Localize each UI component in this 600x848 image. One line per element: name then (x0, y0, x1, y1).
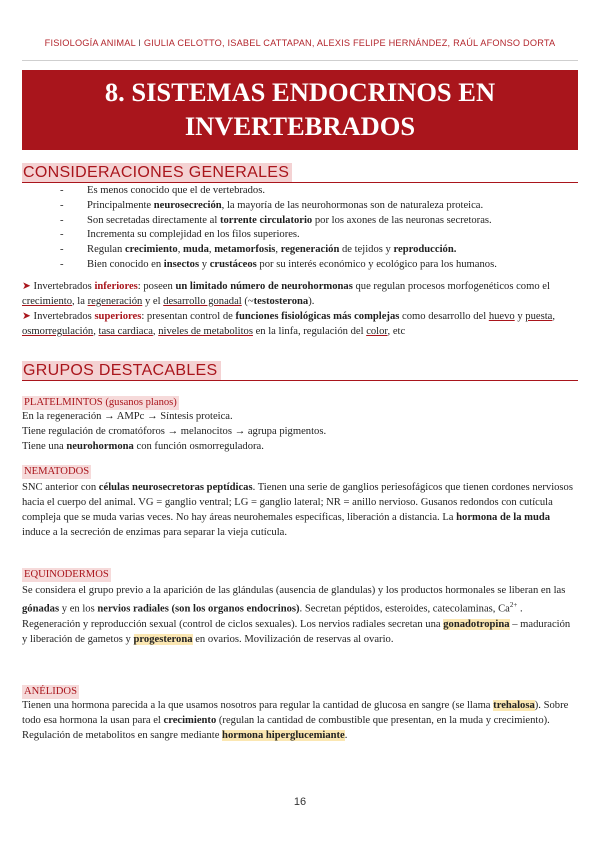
section-title-grupos: GRUPOS DESTACABLES (22, 361, 221, 380)
list-item: - Bien conocido en insectos y crustáceos por su interés económico y ecológico para los humanos. (60, 258, 497, 270)
arrow-icon: ➤ (22, 281, 31, 292)
list-item: - Principalmente neurosecreción, la mayoría de las neurohormonas son de naturaleza proteica. (60, 199, 484, 211)
list-item: - Es menos conocido que el de vertebrados. (60, 185, 265, 196)
header-authors: GIULIA CELOTTO, ISABEL CATTAPAN, ALEXIS FELIPE HERNÁNDEZ, RAÚL AFONSO DORTA (143, 38, 556, 48)
anelidos-text: Tienen una hormona parecida a la que usamos nosotros para regular la cantidad de glucosa en sangre (se llama trehalosa). Sobre todo esa hormona la usan para el crecimiento (regulan la cantidad de combustible que presentan, en la muda y crecimiento). Regulación de metabolitos en sangre mediante hormona hiperglucemiante. (22, 700, 569, 741)
section-title-consideraciones: CONSIDERACIONES GENERALES (22, 163, 292, 182)
arrow-icon: ➤ (22, 311, 31, 322)
running-header (0, 38, 600, 48)
inferiores-paragraph: ➤ Invertebrados inferiores: poseen un limitado número de neurohormonas que regulan procesos morfogenéticos como el crecimiento, la regeneración y el desarrollo gonadal (~testosterona). ➤ Invertebrados superiores: presentan control de funciones fisiológicas más complejas como desarrollo del huevo y puesta, osmorregulación, tasa cardiaca, niveles de metabolitos en la linfa, regulación del color, etc (22, 281, 556, 337)
list-item: - Son secretadas directamente al torrente circulatorio por los axones de las neuronas secretoras. (60, 214, 492, 226)
subsection-title-nematodos: NEMATODOS (24, 466, 90, 477)
list-item: - Regulan crecimiento, muda, metamorfosis, regeneración de tejidos y reproducción. (60, 244, 457, 256)
section-divider (22, 380, 578, 381)
platelmintos-text: En la regeneración → AMPc → Síntesis proteica. Tiene regulación de cromatóforos → melanocitos → agrupa pigmentos. Tiene una neurohormona con función osmorreguladora. (22, 411, 327, 452)
section-divider (22, 182, 578, 183)
chapter-title: 8. SISTEMAS ENDOCRINOS EN INVERTEBRADOS (22, 70, 578, 150)
equinodermos-text: Se considera el grupo previo a la aparición de las glándulas (ausencia de glandulas) y los productos hormonales se liberan en las gónadas y en los nervios radiales (son los organos endocrinos). Secretan péptidos, esteroides, catecolaminas, $Ca^{2+}$ . Regeneración y reproducción sexual (control de ciclos sexuales). Los nervios radiales secretan una gonadotropina – maduración y liberación de gametos y progesterona en ovarios. Movilización de reservas al ovario. (22, 585, 571, 645)
page-number: 16 (293, 796, 307, 808)
subsection-title-anelidos: ANÉLIDOS (24, 686, 77, 697)
list-item: - Incrementa su complejidad en los filos superiores. (60, 229, 300, 241)
nematodos-text: SNC anterior con células neurosecretoras peptídicas. Tienen una serie de ganglios periesofágicos que tienen cordones nerviosos hacia el cuerpo del animal. VG = ganglio ventral; LG = ganglio lateral; NR = anillo nervioso. Gusanos redondos con cutícula compleja que se muda varias veces. No hay áreas neurohemales específicas, liberación a distancia. La hormona de la muda induce a la secreción de enzimas para separar la vieja cutícula. (22, 482, 573, 538)
header-divider (22, 60, 578, 61)
considerations-list (60, 184, 580, 273)
subsection-title-equinodermos: EQUINODERMOS (24, 569, 109, 580)
header-course: FISIOLOGÍA ANIMAL (44, 38, 136, 48)
header-separator: I (135, 38, 144, 48)
subsection-title-platelmintos: PLATELMINTOS (gusanos planos) (24, 397, 177, 408)
